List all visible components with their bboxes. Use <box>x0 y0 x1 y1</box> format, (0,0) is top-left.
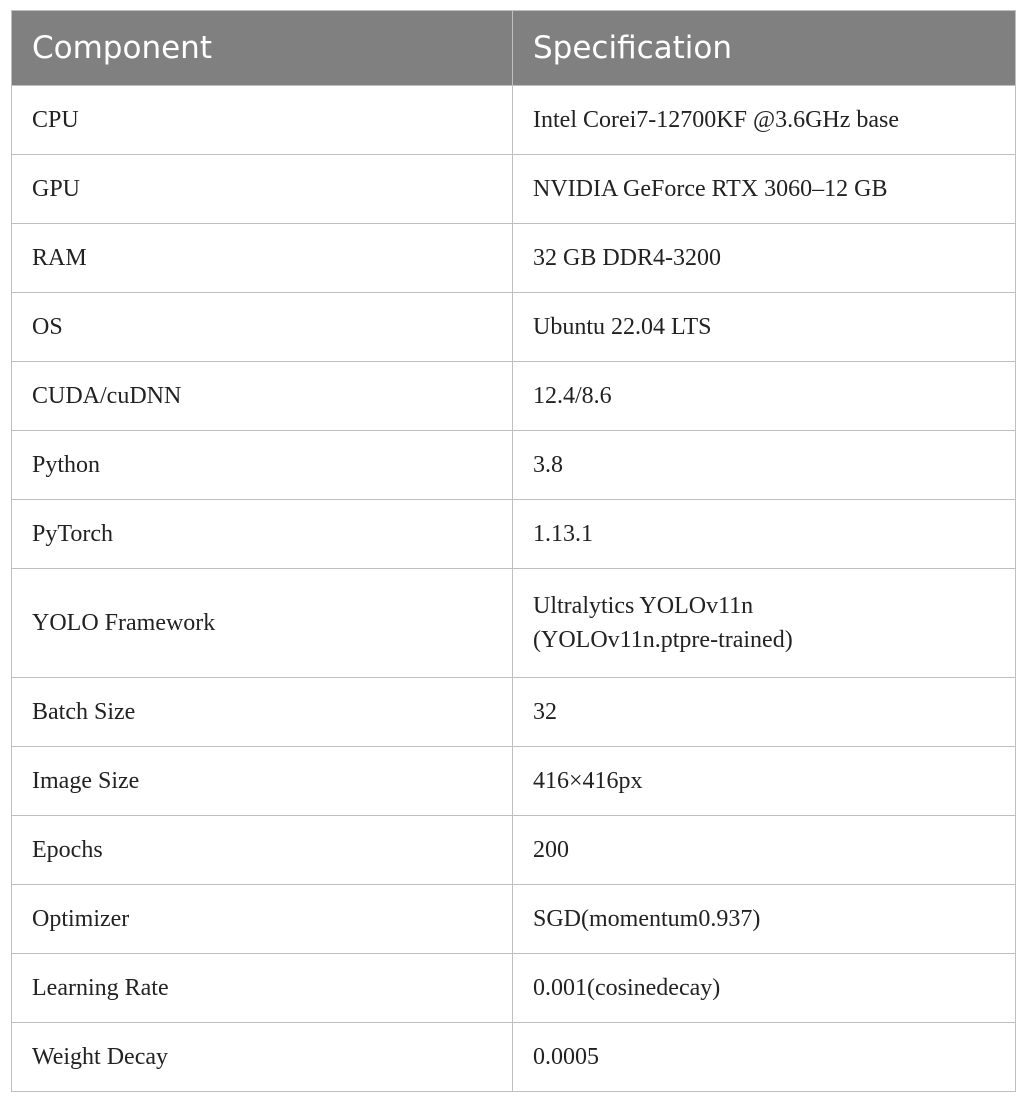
table-header <box>12 11 1016 86</box>
component-cell: CPU <box>12 86 513 155</box>
component-cell: Image Size <box>12 747 513 816</box>
table-row <box>12 293 1016 362</box>
table-row <box>12 86 1016 155</box>
table-row <box>12 431 1016 500</box>
table-row <box>12 885 1016 954</box>
specification-cell: 1.13.1 <box>513 500 1016 569</box>
table-row <box>12 678 1016 747</box>
component-cell: Epochs <box>12 816 513 885</box>
specification-cell: 3.8 <box>513 431 1016 500</box>
component-cell: OS <box>12 293 513 362</box>
component-cell: Python <box>12 431 513 500</box>
specification-cell: 0.0005 <box>513 1023 1016 1092</box>
component-cell: Optimizer <box>12 885 513 954</box>
specification-cell: 416×416px <box>513 747 1016 816</box>
specification-cell: Ultralytics YOLOv11n (YOLOv11n.ptpre-trained) <box>513 569 1016 678</box>
table-row <box>12 500 1016 569</box>
hardware-software-spec-table <box>11 10 1016 1092</box>
header-row <box>12 11 1016 86</box>
component-cell: Learning Rate <box>12 954 513 1023</box>
specification-cell: 0.001(cosinedecay) <box>513 954 1016 1023</box>
specification-cell: 200 <box>513 816 1016 885</box>
component-cell: YOLO Framework <box>12 569 513 678</box>
table-row <box>12 569 1016 678</box>
header-component: Component <box>12 11 513 86</box>
specification-cell: Intel Corei7-12700KF @3.6GHz base <box>513 86 1016 155</box>
header-specification: Specification <box>513 11 1016 86</box>
component-cell: PyTorch <box>12 500 513 569</box>
table-row <box>12 155 1016 224</box>
component-cell: CUDA/cuDNN <box>12 362 513 431</box>
component-cell: GPU <box>12 155 513 224</box>
table-row <box>12 816 1016 885</box>
table-body <box>12 86 1016 1092</box>
table-row <box>12 224 1016 293</box>
specification-cell: SGD(momentum0.937) <box>513 885 1016 954</box>
specification-cell: 32 GB DDR4-3200 <box>513 224 1016 293</box>
component-cell: Weight Decay <box>12 1023 513 1092</box>
table-row <box>12 747 1016 816</box>
specification-cell: Ubuntu 22.04 LTS <box>513 293 1016 362</box>
specification-cell: NVIDIA GeForce RTX 3060–12 GB <box>513 155 1016 224</box>
table-row <box>12 1023 1016 1092</box>
table-row <box>12 362 1016 431</box>
component-cell: Batch Size <box>12 678 513 747</box>
component-cell: RAM <box>12 224 513 293</box>
table-row <box>12 954 1016 1023</box>
specification-cell: 32 <box>513 678 1016 747</box>
specification-cell: 12.4/8.6 <box>513 362 1016 431</box>
